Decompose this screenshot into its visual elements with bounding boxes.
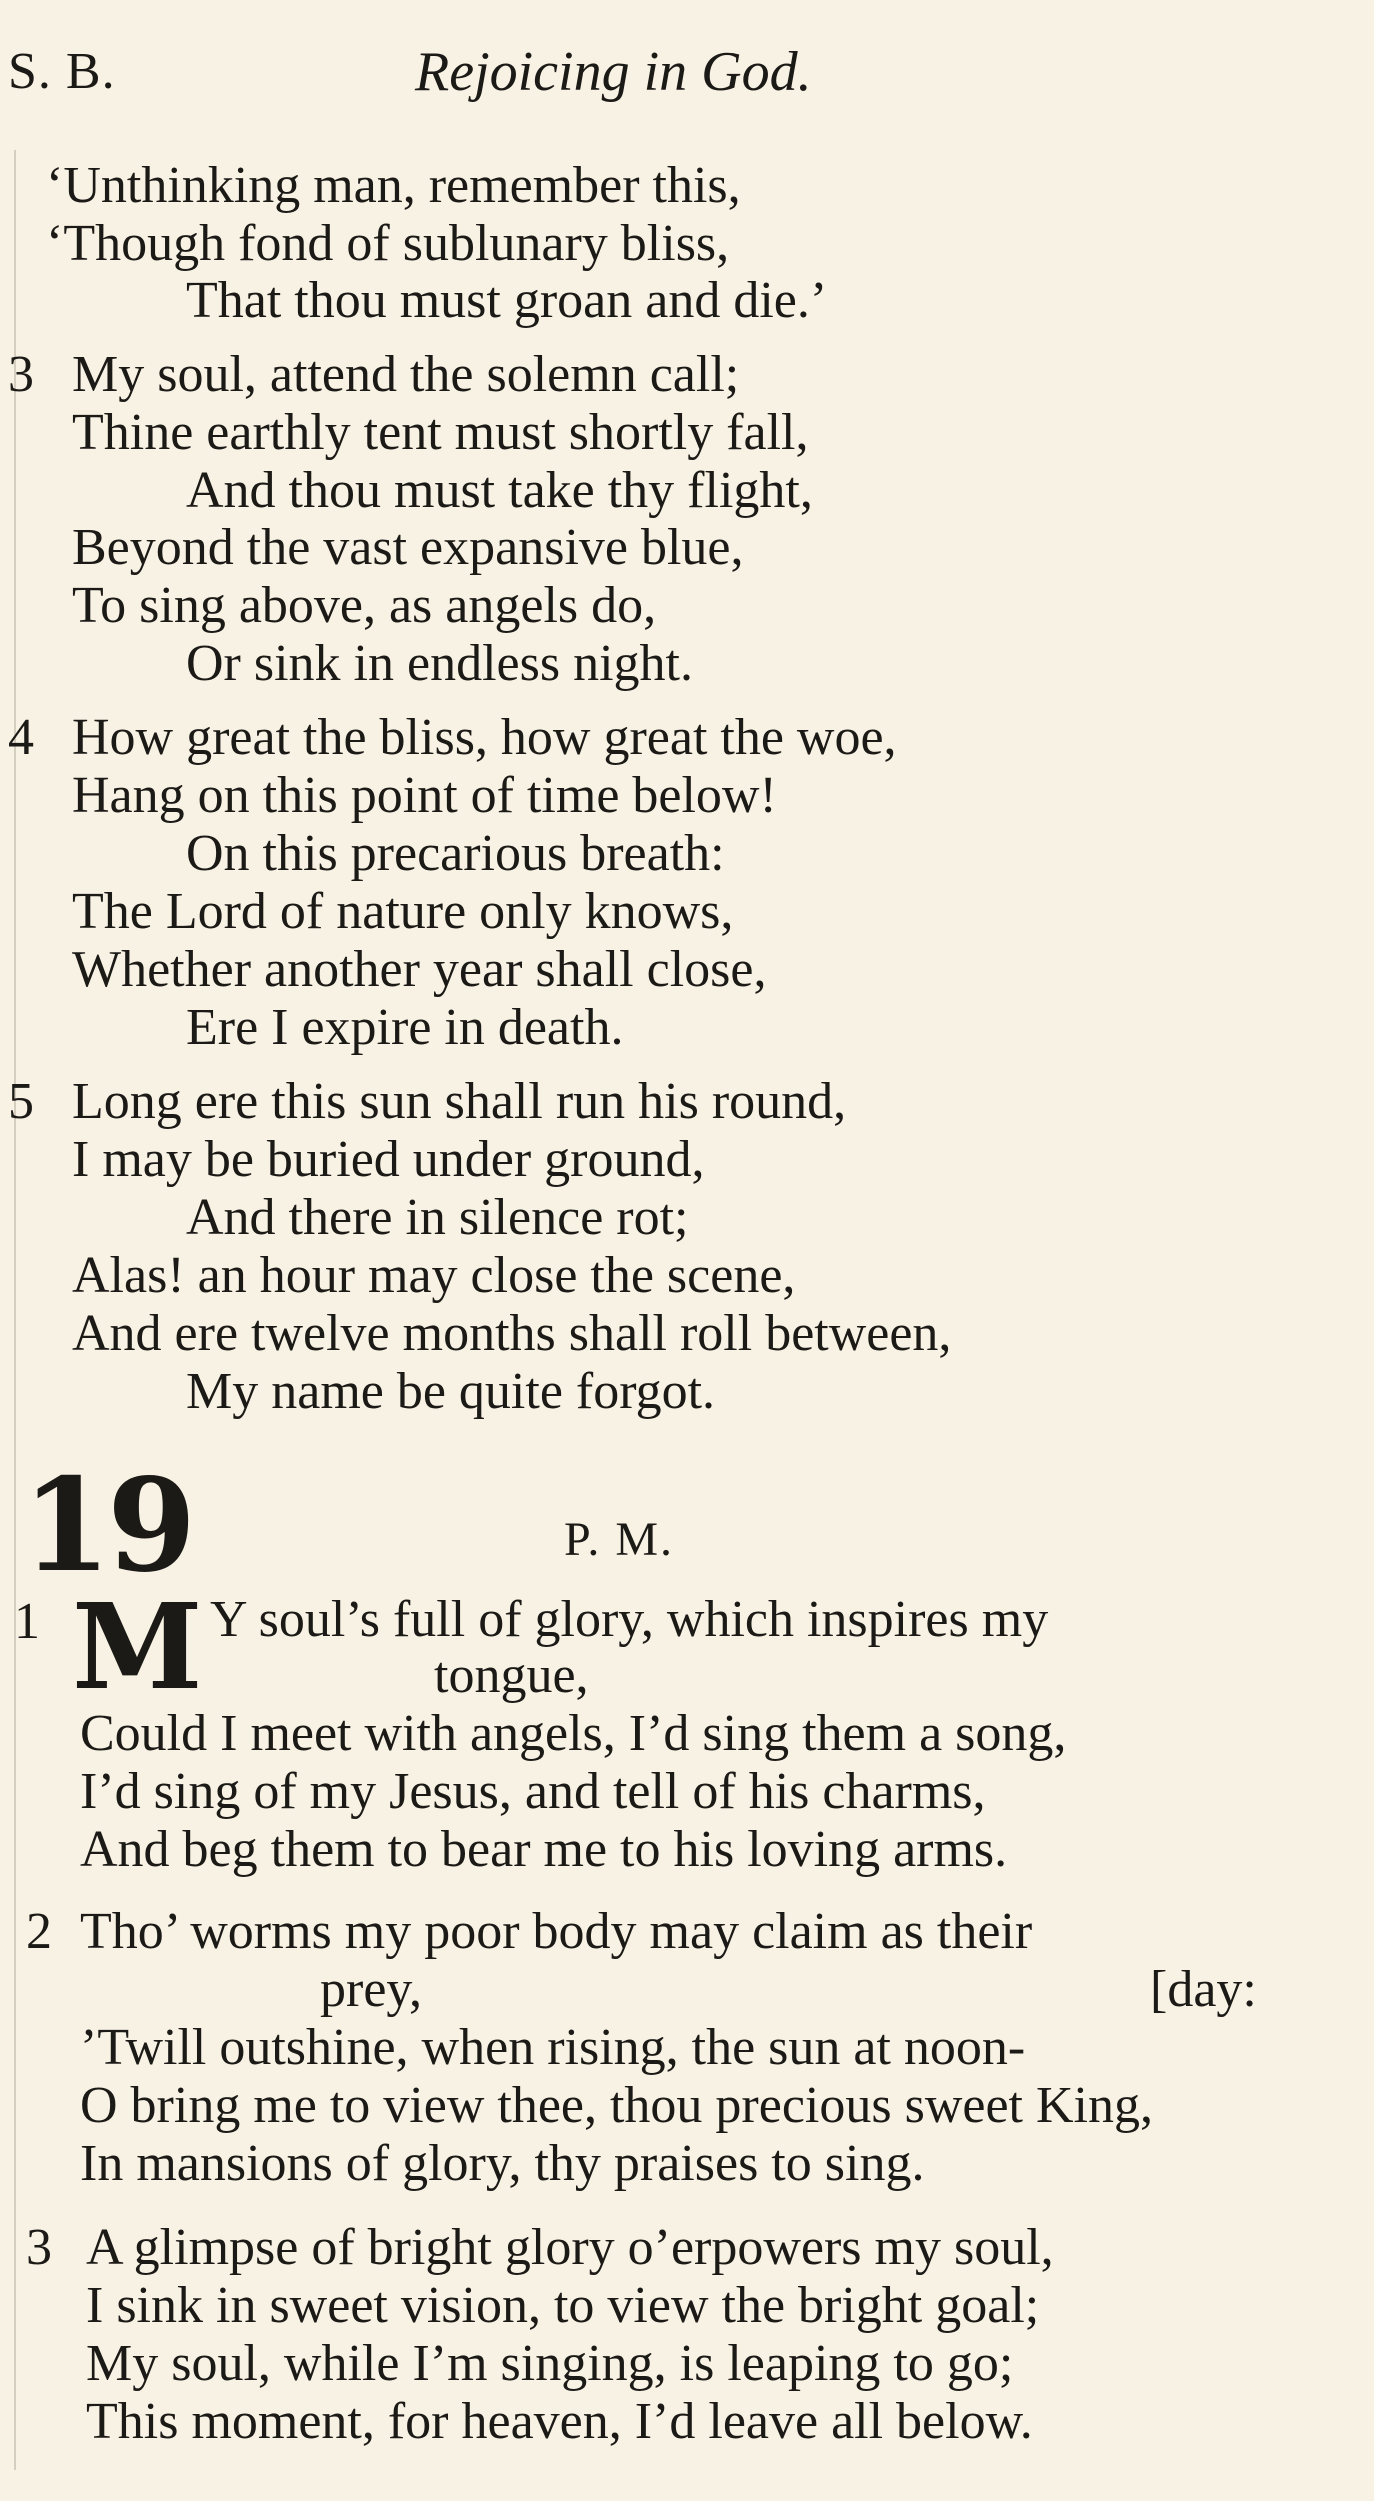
verse-line: The Lord of nature only knows,	[72, 883, 734, 940]
verse-line: prey,	[320, 1961, 423, 2018]
hymn-number: 19	[22, 1451, 193, 1601]
verse-line: That thou must groan and die.’	[186, 272, 828, 329]
verse-line: O bring me to view thee, thou precious sweet King,	[80, 2077, 1153, 2134]
verse-line: Beyond the vast expansive blue,	[72, 519, 744, 576]
verse-line: I’d sing of my Jesus, and tell of his charms,	[80, 1763, 986, 1820]
drop-cap: M	[72, 1577, 203, 1716]
verse-line: And thou must take thy flight,	[186, 462, 813, 519]
verse-line: Tho’ worms my poor body may claim as their	[80, 1903, 1033, 1960]
verse-line: Y soul’s full of glory, which inspires my	[210, 1591, 1049, 1648]
stanza-number: 5	[8, 1073, 34, 1130]
stanza-number: 3	[8, 346, 34, 403]
verse-line: My soul, while I’m singing, is leaping to go;	[86, 2335, 1014, 2392]
verse-line: Or sink in endless night.	[186, 635, 693, 692]
binding-gutter-line	[14, 150, 16, 2470]
verse-line: Alas! an hour may close the scene,	[72, 1247, 796, 1304]
verse-line: Hang on this point of time below!	[72, 767, 777, 824]
verse-line: And there in silence rot;	[186, 1189, 689, 1246]
page-header	[0, 20, 1374, 110]
stanza-number: 4	[8, 709, 34, 766]
verse-line: How great the bliss, how great the woe,	[72, 709, 897, 766]
hymn-meter: P. M.	[564, 1513, 675, 1566]
header-section-label: S. B.	[8, 43, 116, 100]
verse-line: Long ere this sun shall run his round,	[72, 1073, 847, 1130]
verse-line: On this precarious breath:	[186, 825, 725, 882]
verse-line: Whether another year shall close,	[72, 941, 767, 998]
stanza-number: 1	[14, 1593, 40, 1650]
verse-line: I may be buried under ground,	[72, 1131, 705, 1188]
verse-line: [day:	[1150, 1961, 1257, 2018]
verse-line: My name be quite forgot.	[186, 1363, 716, 1420]
verse-line: And beg them to bear me to his loving arms.	[80, 1821, 1008, 1878]
verse-line: tongue,	[434, 1647, 589, 1704]
verse-line: Thine earthly tent must shortly fall,	[72, 404, 809, 461]
verse-line: ’Twill outshine, when rising, the sun at noon-	[80, 2019, 1026, 2076]
verse-line: Could I meet with angels, I’d sing them a song,	[80, 1705, 1067, 1762]
verse-line: My soul, attend the solemn call;	[72, 346, 740, 403]
verse-line: This moment, for heaven, I’d leave all below.	[86, 2393, 1033, 2450]
verse-line: ‘Unthinking man, remember this,	[46, 157, 741, 214]
stanza-number: 2	[26, 1903, 52, 1960]
verse-line: A glimpse of bright glory o’erpowers my soul,	[86, 2219, 1054, 2276]
verse-line: I sink in sweet vision, to view the bright goal;	[86, 2277, 1040, 2334]
verse-line: In mansions of glory, thy praises to sing.	[80, 2135, 925, 2192]
header-title: Rejoicing in God.	[415, 41, 812, 103]
stanza-number: 3	[26, 2219, 52, 2276]
verse-line: Ere I expire in death.	[186, 999, 624, 1056]
verse-line: ‘Though fond of sublunary bliss,	[46, 215, 730, 272]
verse-line: To sing above, as angels do,	[72, 577, 657, 634]
verse-line: And ere twelve months shall roll between,	[72, 1305, 952, 1362]
